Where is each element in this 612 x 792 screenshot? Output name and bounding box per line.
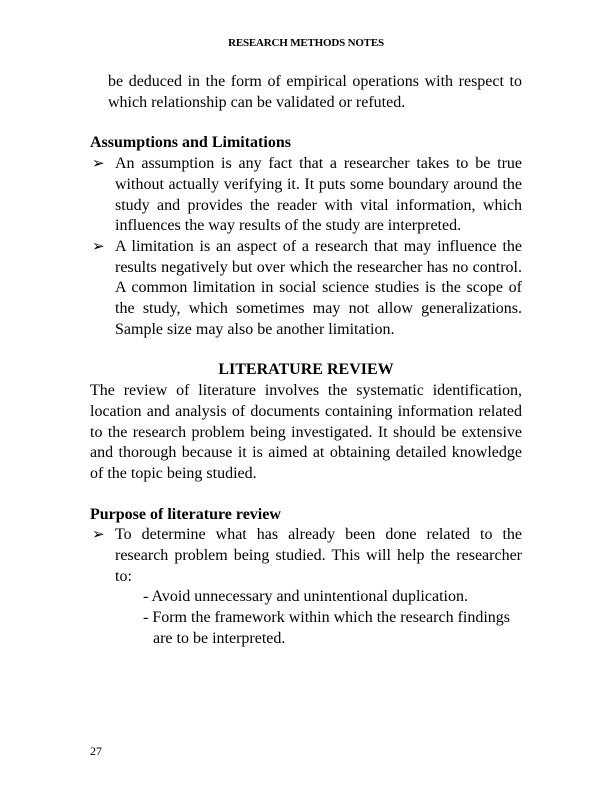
literature-review-paragraph: The review of literature involves the systematic identification, location and analysis of documents containing information related to the research problem being investigated. It should be extensive and thorough because it is aimed at obtaining detailed knowledge of the topic being studied. <box>90 382 522 482</box>
arrow-bullet-icon: ➢ <box>92 527 105 544</box>
page-content <box>90 72 522 650</box>
intro-continuation: be deduced in the form of empirical operations with respect to which relationship can be validated or refuted. <box>108 73 522 111</box>
page-number: 27 <box>90 744 102 758</box>
purpose-list <box>90 525 522 587</box>
purpose-heading: Purpose of literature review <box>90 505 281 523</box>
limitation-text: A limitation is an aspect of a research that may influence the results negatively but over which the researcher has no control. A common limitation in social science studies is the scope of the study, which sometimes may not allow generalizations. Sample size may also be another limitation. <box>115 237 522 338</box>
list-item <box>90 525 522 587</box>
assumptions-list <box>90 154 522 340</box>
assumption-text: An assumption is any fact that a researcher takes to be true without actually verifying it. It puts some boundary around the study and provides the reader with vital information, which influences the way results of the study are interpreted. <box>115 155 522 235</box>
purpose-sub-list <box>143 587 522 649</box>
purpose-text: To determine what has already been done related to the research problem being studied. This will help the researcher to: <box>115 526 522 585</box>
list-item <box>90 237 522 341</box>
literature-review-heading: LITERATURE REVIEW <box>218 361 394 379</box>
sub-list-item: - Form the framework within which the research findings are to be interpreted. <box>143 609 511 647</box>
assumptions-heading: Assumptions and Limitations <box>90 134 291 152</box>
list-item <box>90 154 522 237</box>
arrow-bullet-icon: ➢ <box>92 238 105 255</box>
page-header: RESEARCH METHODS NOTES <box>228 37 384 49</box>
arrow-bullet-icon: ➢ <box>92 156 105 173</box>
sub-list-item: - Avoid unnecessary and unintentional duplication. <box>143 588 468 606</box>
